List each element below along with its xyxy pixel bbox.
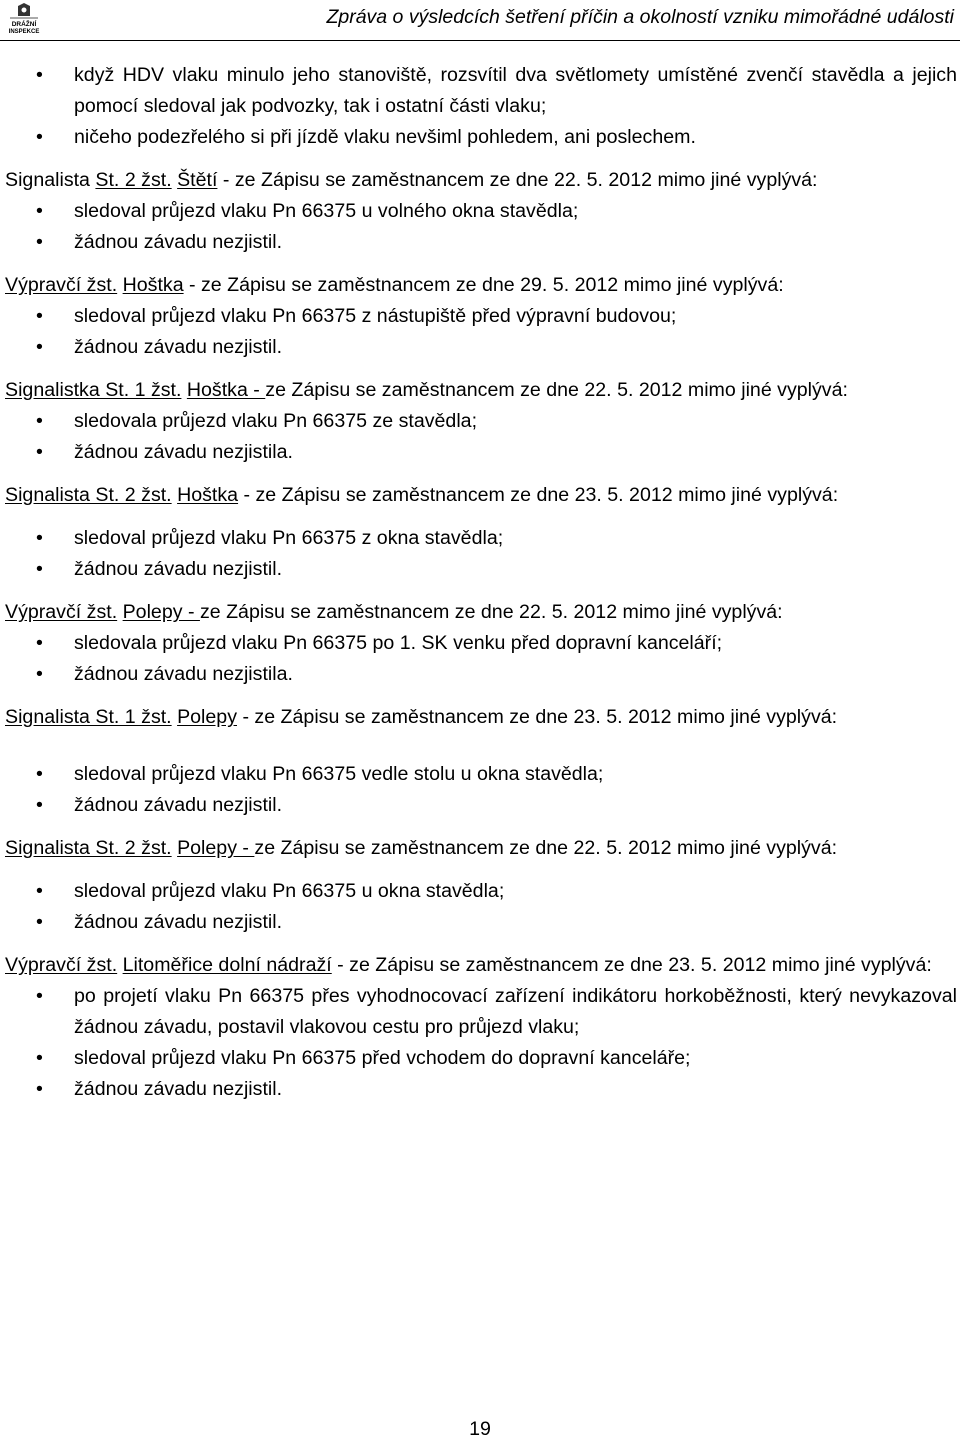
section-suffix: - ze Zápisu se zaměstnancem ze dne 23. 5. 2012 mimo jiné vyplývá:: [237, 706, 838, 728]
section-bullet-list: [5, 628, 957, 690]
list-item: • žádnou závadu nezjistila.: [5, 659, 957, 690]
section-bullet-list: [5, 301, 957, 363]
page-number: 19: [469, 1418, 491, 1440]
section-heading: [5, 950, 957, 981]
section-heading: [5, 375, 957, 406]
section-suffix: ze Zápisu se zaměstnancem ze dne 22. 5. 2012 mimo jiné vyplývá:: [254, 837, 838, 859]
document-title: Zpráva o výsledcích šetření příčin a okolností vzniku mimořádné události: [326, 6, 954, 28]
section-suffix: - ze Zápisu se zaměstnancem ze dne 23. 5. 2012 mimo jiné vyplývá:: [238, 484, 839, 506]
section-heading: [5, 270, 957, 301]
logo-text-bottom: INSPEKCE: [8, 29, 40, 35]
drazni-inspekce-logo: [4, 2, 44, 36]
section-place: Polepy: [177, 706, 237, 728]
section-role: Výpravčí žst.: [5, 601, 118, 623]
list-item: • žádnou závadu nezjistil.: [5, 227, 957, 258]
section-bullet-list: [5, 196, 957, 258]
section-place: Polepy -: [122, 601, 200, 623]
section-role: Signalista St. 2 žst.: [5, 484, 172, 506]
section-suffix: - ze Zápisu se zaměstnancem ze dne 29. 5. 2012 mimo jiné vyplývá:: [183, 274, 784, 296]
list-item: • žádnou závadu nezjistil.: [5, 332, 957, 363]
section-place: Hoštka: [122, 274, 184, 296]
section-place: Štětí: [177, 169, 218, 191]
list-item: • sledoval průjezd vlaku Pn 66375 u volného okna stavědla;: [5, 196, 957, 227]
list-item: • žádnou závadu nezjistil.: [5, 1074, 957, 1105]
list-item: • sledovala průjezd vlaku Pn 66375 ze stavědla;: [5, 406, 957, 437]
list-item: • sledoval průjezd vlaku Pn 66375 vedle stolu u okna stavědla;: [5, 759, 957, 790]
list-item: • sledoval průjezd vlaku Pn 66375 z nástupiště před výpravní budovou;: [5, 301, 957, 332]
list-item: • sledovala průjezd vlaku Pn 66375 po 1. SK venku před dopravní kanceláří;: [5, 628, 957, 659]
section-suffix: ze Zápisu se zaměstnancem ze dne 22. 5. 2012 mimo jiné vyplývá:: [199, 601, 783, 623]
section-place: Polepy -: [177, 837, 255, 859]
list-item: • když HDV vlaku minulo jeho stanoviště, rozsvítil dva světlomety umístěné zvenčí stavědla a jejich pomocí sledoval jak podvozky, tak i ostatní části vlaku;: [5, 60, 957, 122]
list-item: • sledoval průjezd vlaku Pn 66375 u okna stavědla;: [5, 876, 957, 907]
section-heading: [5, 165, 957, 196]
list-item: • ničeho podezřelého si při jízdě vlaku nevšiml pohledem, ani poslechem.: [5, 122, 957, 153]
section-place: Hoštka -: [186, 379, 266, 401]
section-role: Signalista: [5, 169, 90, 191]
section-bullet-list: [5, 876, 957, 938]
page-header: [0, 0, 960, 41]
section-heading: [5, 702, 957, 733]
section-bullet-list: [5, 406, 957, 468]
list-item: • žádnou závadu nezjistila.: [5, 437, 957, 468]
list-item: • žádnou závadu nezjistil.: [5, 554, 957, 585]
list-item: • po projetí vlaku Pn 66375 přes vyhodnocovací zařízení indikátoru horkoběžnosti, který nevykazoval žádnou závadu, postavil vlakovou cestu pro průjezd vlaku;: [5, 981, 957, 1043]
section-role-underlined: St. 2 žst.: [95, 169, 172, 191]
section-role: Výpravčí žst.: [5, 274, 118, 296]
document-body: [5, 60, 957, 1105]
list-item: • sledoval průjezd vlaku Pn 66375 z okna stavědla;: [5, 523, 957, 554]
section-heading: [5, 833, 957, 864]
section-role: Signalista St. 1 žst.: [5, 706, 172, 728]
section-suffix: - ze Zápisu se zaměstnancem ze dne 22. 5. 2012 mimo jiné vyplývá:: [217, 169, 818, 191]
section-heading: [5, 480, 957, 511]
section-bullet-list: [5, 523, 957, 585]
section-place: Litoměřice dolní nádraží: [122, 954, 332, 976]
section-heading: [5, 597, 957, 628]
logo-text-top: DRÁŽNÍ: [11, 21, 37, 28]
list-item: • sledoval průjezd vlaku Pn 66375 před vchodem do dopravní kanceláře;: [5, 1043, 957, 1074]
section-role: Signalista St. 2 žst.: [5, 837, 172, 859]
section-role: Signalistka St. 1 žst.: [5, 379, 182, 401]
section-bullet-list: [5, 981, 957, 1105]
list-item: • žádnou závadu nezjistil.: [5, 907, 957, 938]
section-place: Hoštka: [177, 484, 239, 506]
section-role: Výpravčí žst.: [5, 954, 118, 976]
intro-bullet-list: [5, 60, 957, 153]
section-suffix: - ze Zápisu se zaměstnancem ze dne 23. 5. 2012 mimo jiné vyplývá:: [331, 954, 932, 976]
section-bullet-list: [5, 759, 957, 821]
section-suffix: ze Zápisu se zaměstnancem ze dne 22. 5. 2012 mimo jiné vyplývá:: [265, 379, 848, 401]
list-item: • žádnou závadu nezjistil.: [5, 790, 957, 821]
